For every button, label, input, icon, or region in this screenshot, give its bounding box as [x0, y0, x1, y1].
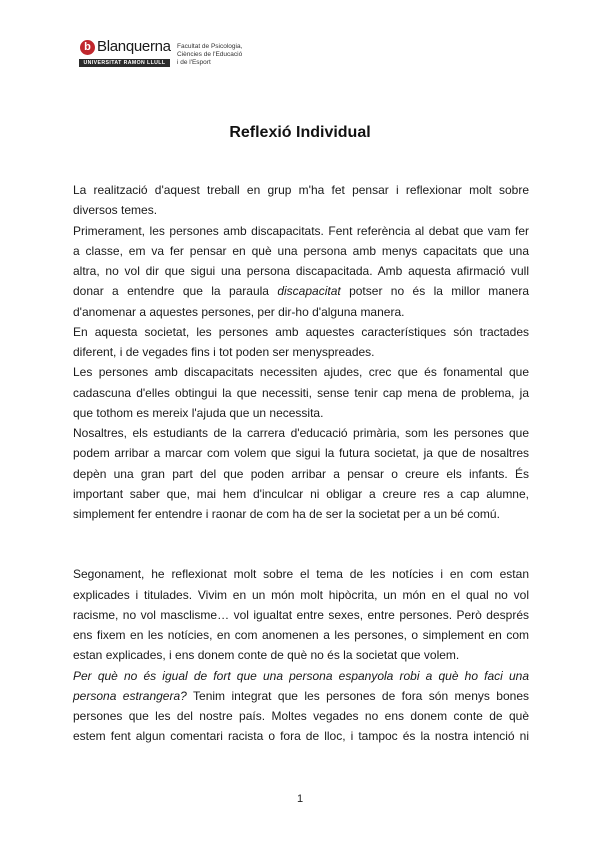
faculty-line: Facultat de Psicologia, [177, 43, 243, 50]
logo-emblem-icon: b [80, 40, 95, 55]
text-line: diferent, i de vegades fins i tot poden ser menyspreades. [73, 345, 375, 359]
page-title: Reflexió Individual [229, 124, 371, 141]
text-line: Nosaltres, els estudiants de la carrera d'educació primària, som les persones que [73, 426, 529, 440]
text-run: potser no és la millor manera [340, 284, 529, 299]
document-body [73, 180, 529, 747]
text-line: Primerament, les persones amb discapacitats. Fent referència al debat que vam fer [73, 223, 529, 238]
text-line: La realització d'aquest treball en grup m'ha fet pensar i reflexionar molt sobre [73, 183, 529, 197]
text-line: que tothom es mereix l'ajuda que un necessita. [73, 405, 324, 420]
text-line: ens fixem en les notícies, en com anomenen a les persones, o simplement en com [73, 628, 529, 642]
text-line: important saber que, mai hem d'inculcar ni obligar a creure res a cap alumne, [73, 486, 529, 501]
text-line: diversos temes. [73, 203, 158, 218]
logo-university-bar: UNIVERSITAT RAMON LLULL [79, 59, 170, 67]
text-line: cadascuna d'elles obtingui la que necessiti, sense tenir cap mena de problema, ja [73, 385, 529, 400]
logo-wordmark: Blanquerna [97, 38, 171, 55]
university-header [78, 38, 378, 72]
text-line [73, 666, 529, 686]
text-line: simplement fer entendre i raonar de com ha de ser la societat per a un bé comú. [73, 507, 500, 521]
faculty-line: Ciències de l'Educació [177, 51, 243, 58]
text-run: donar a entendre que la paraula [73, 284, 278, 299]
text-line: En aquesta societat, les persones amb aquestes característiques són tractades [73, 324, 529, 339]
text-line: a classe, em va fer pensar en què una persona amb menys capacitats que una [73, 243, 529, 258]
text-line: persones que les del nostre país. Moltes vegades no ens donem conte de què [73, 709, 529, 723]
text-line [73, 686, 529, 706]
text-line: racisme, no vol masclisme… vol igualtat entre sexes, entre persones. Però després [73, 607, 529, 622]
text-line: depèn una gran part del que poden arribar a pensar o creure els infants. És [73, 466, 529, 481]
faculty-name [177, 43, 242, 67]
text-line: altra, no vol dir que sigui una persona discapacitada. Amb aquesta afirmació vull [73, 264, 529, 278]
text-line: estan explicades, i ens donem conte de què no és la societat que volem. [73, 648, 460, 663]
paragraph-first-section [73, 180, 529, 524]
text-run: Tenim integrat que les persones de fora són menys bones [186, 688, 530, 703]
italic-question: Per què no és igual de fort que una persona espanyola robi a què ho faci una [73, 668, 529, 683]
paragraph-gap [73, 524, 529, 564]
text-line: d'anomenar a aquestes persones, per dir-ho d'alguna manera. [73, 304, 405, 319]
text-line: Segonament, he reflexionat molt sobre el tema de les notícies i en com estan [73, 567, 529, 582]
italic-question: persona estrangera? [73, 688, 187, 703]
italic-term: discapacitat [277, 284, 341, 299]
text-line: podem arribar a marcar com volem que sigui la futura societat, ja que de nosaltres [73, 446, 529, 461]
page-number: 1 [296, 793, 304, 805]
text-line: explicades i titulades. Vivim en un món molt hipòcrita, un món en el qual no vol [73, 587, 529, 602]
text-line: estem fent algun comentari racista o fora de lloc, i tampoc és la nostra intenció ni [73, 729, 529, 744]
text-line [73, 281, 529, 301]
paragraph-second-section [73, 564, 529, 746]
blanquerna-logo [78, 38, 170, 68]
faculty-line: i de l'Esport [177, 59, 211, 66]
text-line: Les persones amb discapacitats necessiten ajudes, crec que és fonamental que [73, 365, 529, 380]
